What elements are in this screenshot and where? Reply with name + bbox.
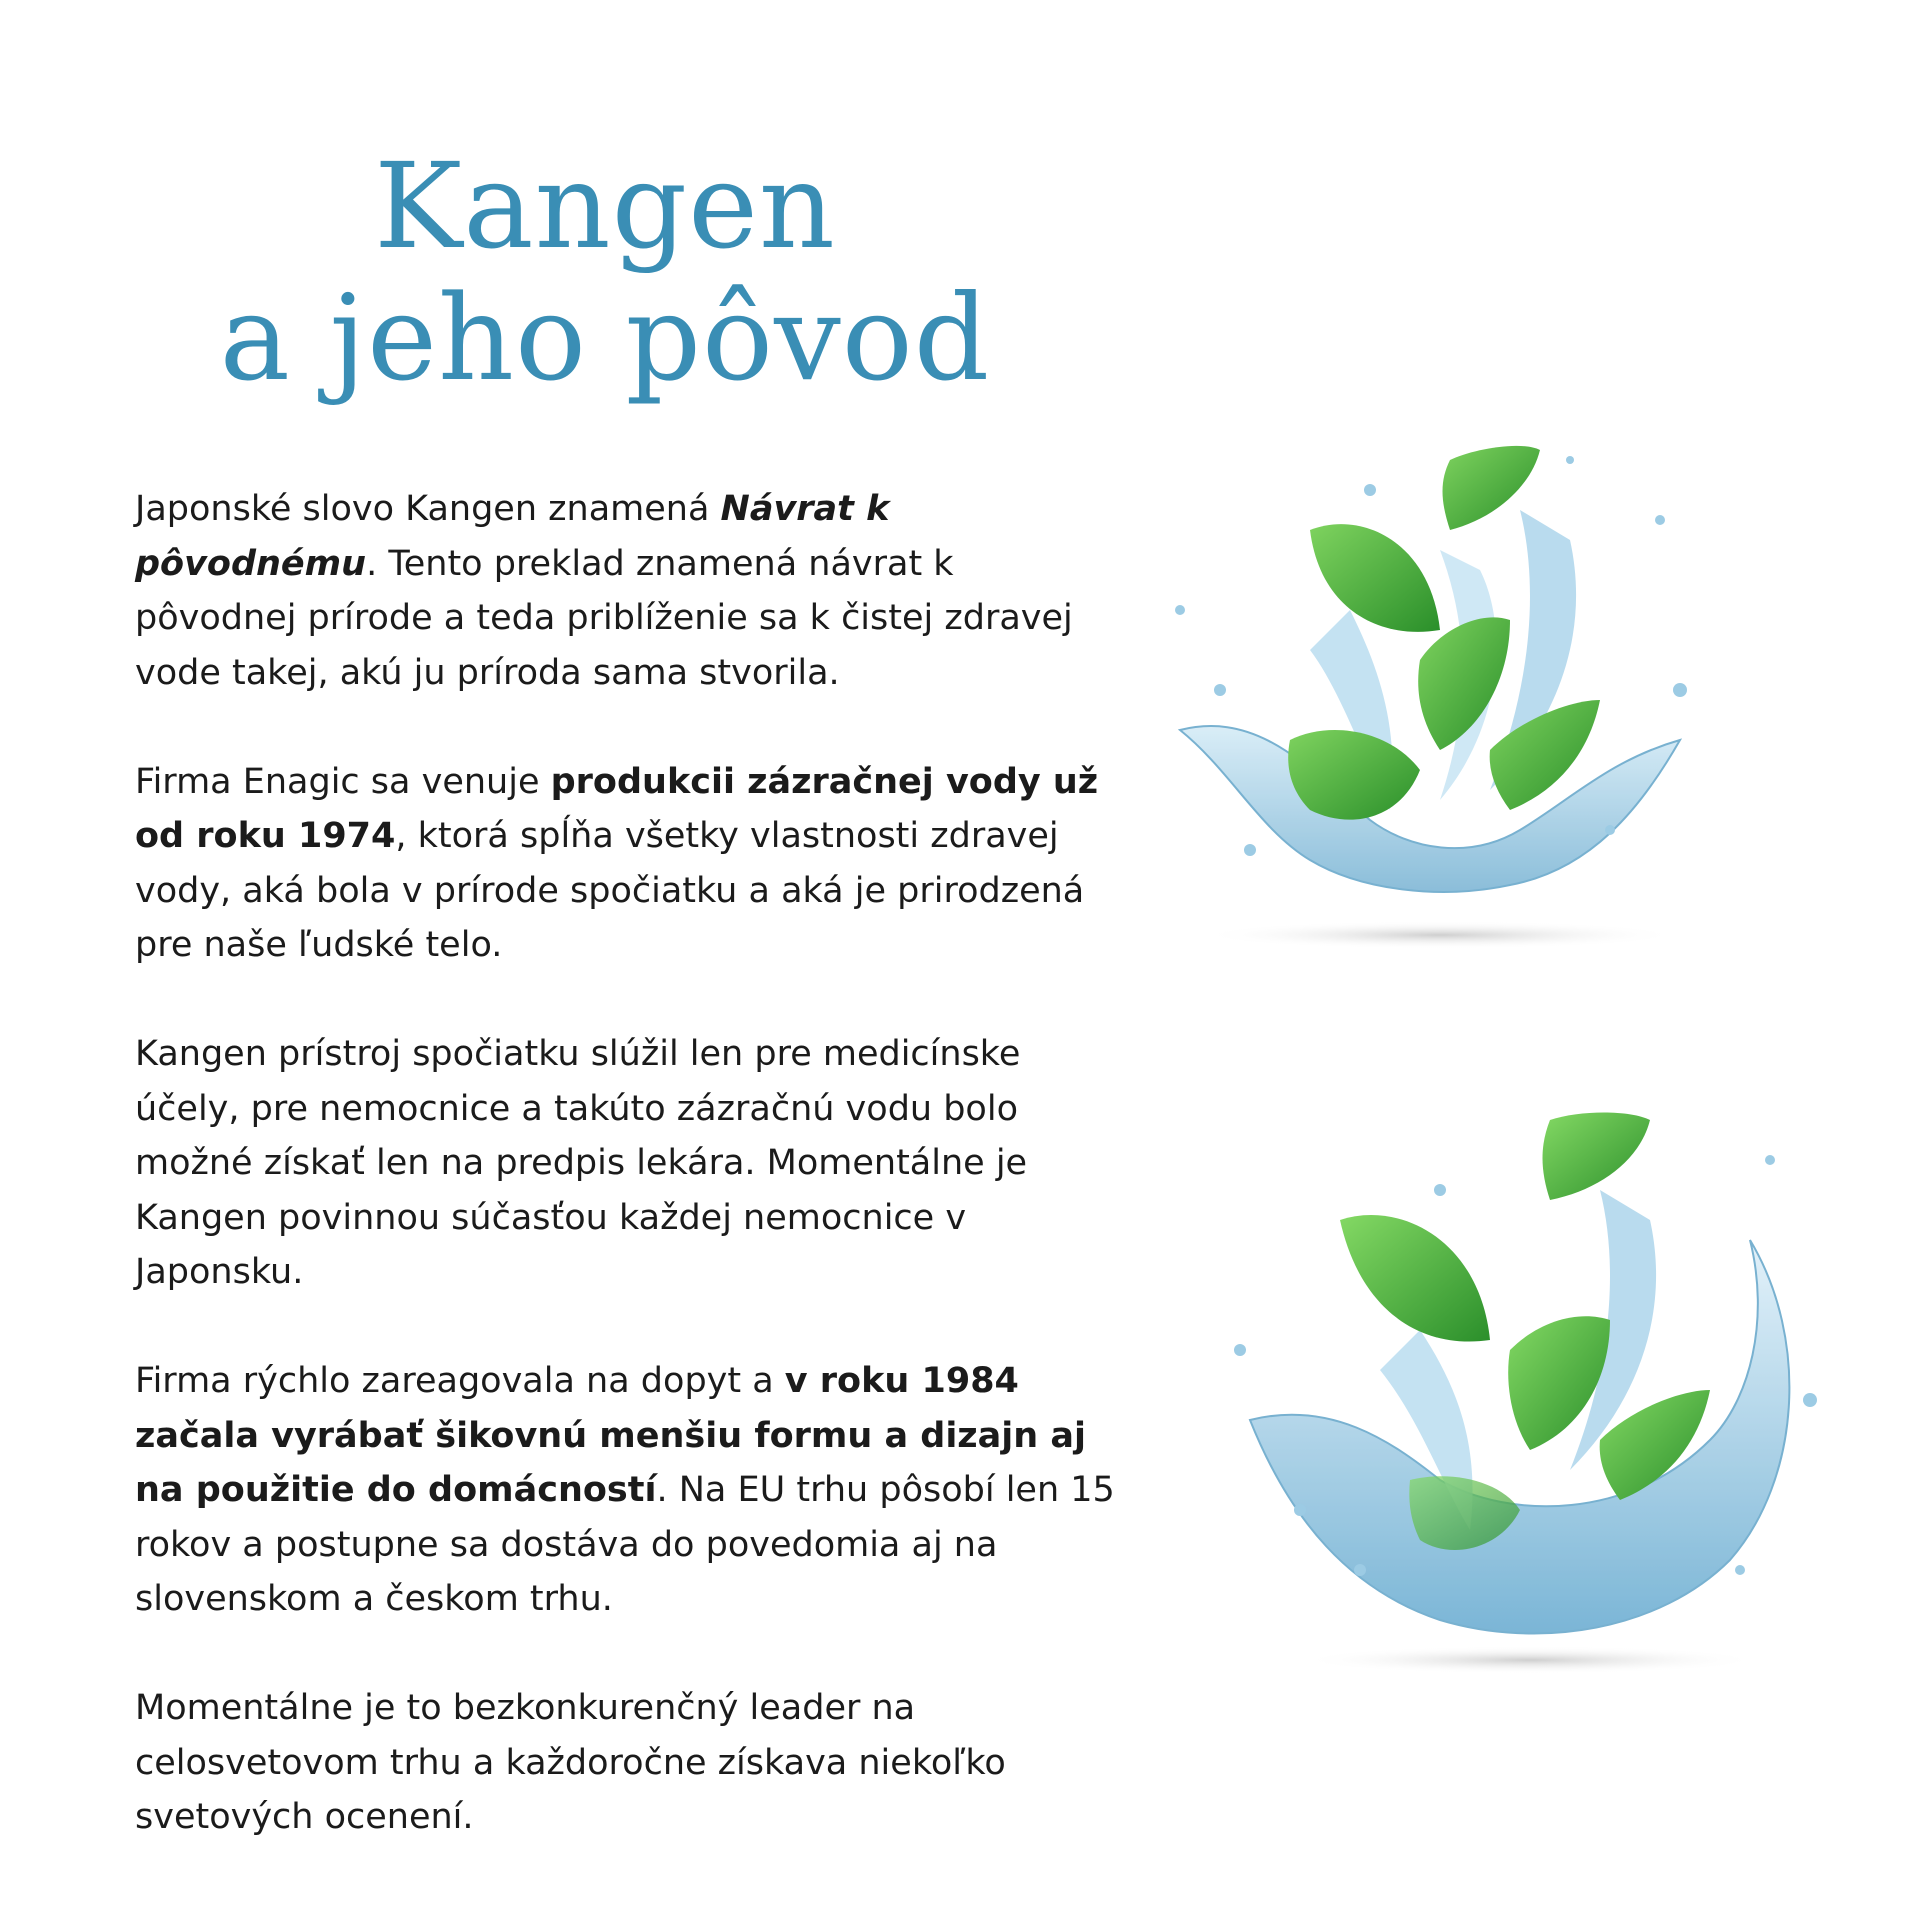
p3-text: Kangen prístroj spočiatku slúžil len pre medicínske účely, pre nemocnice a takúto zázračnú vodu bolo možné získať len na predpis lekára. Momentálne je Kangen povinnou súčasťou každej nemocnice v Japonsku.: [135, 1034, 1028, 1292]
p4-text-end: . Na EU trhu pôsobí len 15 rokov a postupne sa dostáva do povedomia aj na slovenskom a českom trhu.: [135, 1470, 1115, 1619]
p1-emphasis: Návrat k pôvodnému: [135, 489, 890, 584]
water-bowl-leaves-image: [1210, 1100, 1850, 1680]
p4-text: Firma rýchlo zareagovala na dopyt a: [135, 1361, 785, 1401]
p2-emphasis: produkcii zázračnej vody už od roku 1974: [135, 761, 1099, 856]
paragraph-2: [135, 755, 1115, 973]
paragraph-4: [135, 1354, 1115, 1627]
title-line-2: a jeho pôvod: [219, 269, 991, 407]
body-text: [135, 482, 1115, 1899]
p2-text: Firma Enagic sa venuje: [135, 761, 551, 802]
paragraph-1: [135, 482, 1115, 700]
page-title: [0, 137, 1210, 407]
p1-text-end: . Tento preklad znamená návrat k pôvodnej prírode a teda priblíženie sa k čistej zdravej vode takej, akú ju príroda sama stvorila.: [135, 543, 1073, 693]
paragraph-3: [135, 1027, 1115, 1300]
water-splash-leaves-image: [1140, 430, 1720, 950]
title-line-1: Kangen: [374, 137, 836, 275]
p1-text: Japonské slovo Kangen znamená: [135, 489, 721, 529]
p4-emphasis: v roku 1984 začala vyrábať šikovnú menšiu formu a dizajn aj na použitie do domácností: [135, 1361, 1087, 1510]
p5-text: Momentálne je to bezkonkurenčný leader na celosvetovom trhu a každoročne získava niekoľko svetových ocenení.: [135, 1688, 1006, 1837]
p2-text-end: , ktorá spĺňa všetky vlastnosti zdravej vody, aká bola v prírode spočiatku a aká je prirodzená pre naše ľudské telo.: [135, 816, 1085, 965]
paragraph-5: [135, 1681, 1115, 1845]
